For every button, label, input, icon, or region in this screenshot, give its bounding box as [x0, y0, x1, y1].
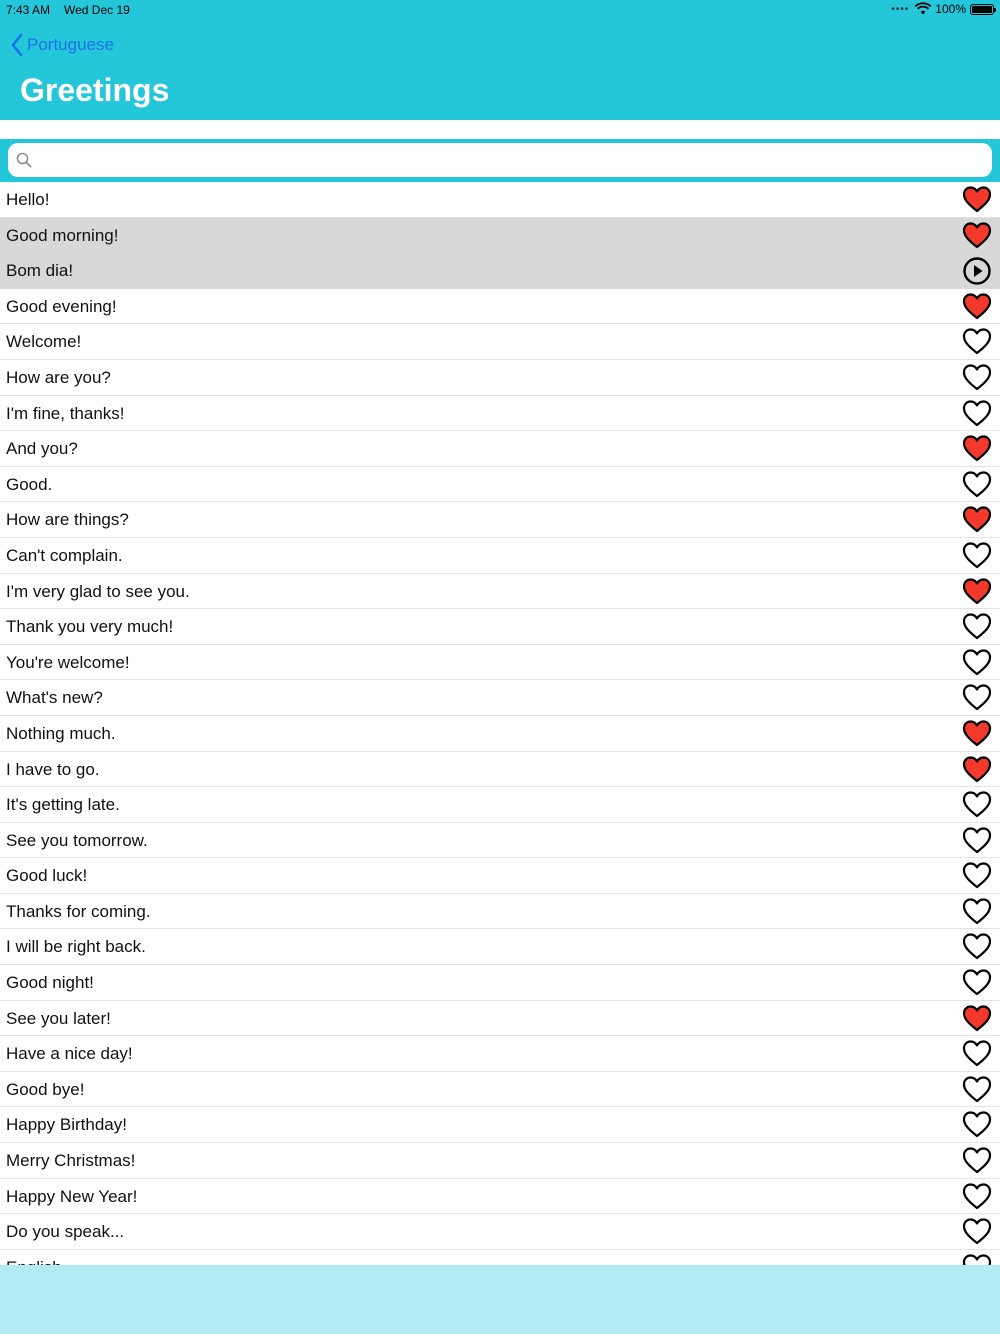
heart-outline-icon[interactable] [962, 897, 992, 927]
list-item[interactable] [0, 396, 1000, 432]
list-item[interactable] [0, 1036, 1000, 1072]
list-item[interactable] [0, 929, 1000, 965]
list-item[interactable] [0, 680, 1000, 716]
bottom-band [0, 1265, 1000, 1334]
heart-outline-icon[interactable] [962, 826, 992, 856]
list-item[interactable] [0, 1214, 1000, 1250]
page-title: Greetings [20, 72, 170, 108]
heart-filled-icon[interactable] [962, 719, 992, 749]
heart-outline-icon[interactable] [962, 932, 992, 962]
heart-outline-icon[interactable] [962, 790, 992, 820]
list-item[interactable] [0, 645, 1000, 681]
list-item[interactable] [0, 965, 1000, 1001]
list-item[interactable] [0, 431, 1000, 467]
list-item-label: Happy New Year! [6, 1186, 138, 1206]
heart-outline-icon[interactable] [962, 1110, 992, 1140]
list-item[interactable] [0, 538, 1000, 574]
list-item-label: I will be right back. [6, 937, 146, 957]
signal-icon: •••• [891, 3, 910, 15]
heart-outline-icon[interactable] [962, 861, 992, 891]
list-item-label: How are you? [6, 367, 111, 387]
list-item[interactable] [0, 1107, 1000, 1143]
wifi-icon [915, 3, 931, 15]
list-item-label: Good bye! [6, 1079, 85, 1099]
heart-outline-icon[interactable] [962, 648, 992, 678]
list-item[interactable] [0, 502, 1000, 538]
heart-outline-icon[interactable] [962, 1217, 992, 1247]
list-item-label: Good night! [6, 973, 94, 993]
search-bar [0, 139, 1000, 182]
list-item-label: Hello! [6, 190, 50, 209]
list-item-label: Good. [6, 474, 53, 494]
phrase-list [0, 182, 1000, 1265]
list-item-label: And you? [6, 439, 78, 459]
list-item[interactable] [0, 1001, 1000, 1037]
search-field[interactable] [8, 143, 992, 177]
status-time: 7:43 AM [6, 3, 51, 17]
list-item[interactable] [0, 289, 1000, 325]
list-item[interactable] [0, 324, 1000, 360]
heart-outline-icon[interactable] [962, 327, 992, 357]
status-bar [0, 0, 1000, 22]
list-item-label: Good luck! [6, 866, 88, 886]
list-item-label: Do you speak... [6, 1222, 125, 1242]
heart-outline-icon[interactable] [962, 399, 992, 429]
list-item[interactable] [0, 609, 1000, 645]
list-item-label: Can't complain. [6, 545, 123, 565]
nav-header [0, 0, 1000, 120]
play-icon[interactable] [962, 256, 992, 286]
heart-outline-icon[interactable] [962, 470, 992, 500]
heart-filled-icon[interactable] [962, 505, 992, 535]
list-item-label: Merry Christmas! [6, 1151, 136, 1171]
list-item-label: Welcome! [6, 332, 82, 352]
heart-filled-icon[interactable] [962, 434, 992, 464]
heart-outline-icon[interactable] [962, 1146, 992, 1176]
heart-filled-icon[interactable] [962, 292, 992, 322]
list-item-label: Have a nice day! [6, 1044, 133, 1064]
heart-outline-icon[interactable] [962, 968, 992, 998]
list-item-label: See you later! [6, 1008, 111, 1028]
battery-fill [972, 6, 992, 13]
list-item-label: How are things? [6, 510, 129, 530]
list-item-label: I'm fine, thanks! [6, 403, 125, 423]
list-item[interactable] [0, 1072, 1000, 1108]
list-item[interactable] [0, 253, 1000, 289]
back-button-label: Portuguese [27, 35, 114, 54]
heart-filled-icon[interactable] [962, 221, 992, 251]
list-item-label: See you tomorrow. [6, 830, 148, 850]
list-item[interactable] [0, 752, 1000, 788]
search-input[interactable] [38, 143, 982, 179]
heart-outline-icon[interactable] [962, 683, 992, 713]
list-item[interactable] [0, 787, 1000, 823]
search-icon [16, 152, 32, 168]
heart-filled-icon[interactable] [962, 185, 992, 215]
heart-outline-icon[interactable] [962, 363, 992, 393]
heart-filled-icon[interactable] [962, 577, 992, 607]
list-item-label: Bom dia! [6, 261, 74, 281]
back-button[interactable] [10, 32, 114, 58]
list-item-label: What's new? [6, 688, 103, 708]
status-date: Wed Dec 19 [64, 3, 130, 17]
list-item-label: Nothing much. [6, 723, 116, 743]
list-item[interactable] [0, 467, 1000, 503]
list-item-label: Happy Birthday! [6, 1115, 127, 1135]
list-item[interactable] [0, 1143, 1000, 1179]
list-item-label: Thank you very much! [6, 617, 174, 637]
heart-outline-icon[interactable] [962, 1075, 992, 1105]
heart-outline-icon[interactable] [962, 1039, 992, 1069]
list-item[interactable] [0, 823, 1000, 859]
heart-outline-icon[interactable] [962, 541, 992, 571]
list-item[interactable] [0, 218, 1000, 254]
list-item[interactable] [0, 182, 1000, 218]
list-item-label: Good evening! [6, 296, 117, 316]
list-item-label: It's getting late. [6, 795, 120, 815]
list-item-label: You're welcome! [6, 652, 130, 672]
status-right [891, 2, 994, 16]
list-item[interactable] [0, 858, 1000, 894]
list-item[interactable] [0, 360, 1000, 396]
heart-filled-icon[interactable] [962, 755, 992, 785]
battery-percent: 100% [935, 2, 966, 16]
list-item[interactable] [0, 894, 1000, 930]
list-item[interactable] [0, 1179, 1000, 1215]
list-item-label: Thanks for coming. [6, 901, 151, 921]
battery-icon [970, 4, 994, 15]
list-item-label: Good morning! [6, 225, 119, 245]
list-item[interactable] [0, 716, 1000, 752]
list-item-label: I'm very glad to see you. [6, 581, 190, 601]
list-item[interactable] [0, 574, 1000, 610]
chevron-left-icon [10, 33, 24, 57]
heart-outline-icon[interactable] [962, 1182, 992, 1212]
heart-outline-icon[interactable] [962, 612, 992, 642]
heart-filled-icon[interactable] [962, 1004, 992, 1034]
list-item-label: I have to go. [6, 759, 100, 779]
